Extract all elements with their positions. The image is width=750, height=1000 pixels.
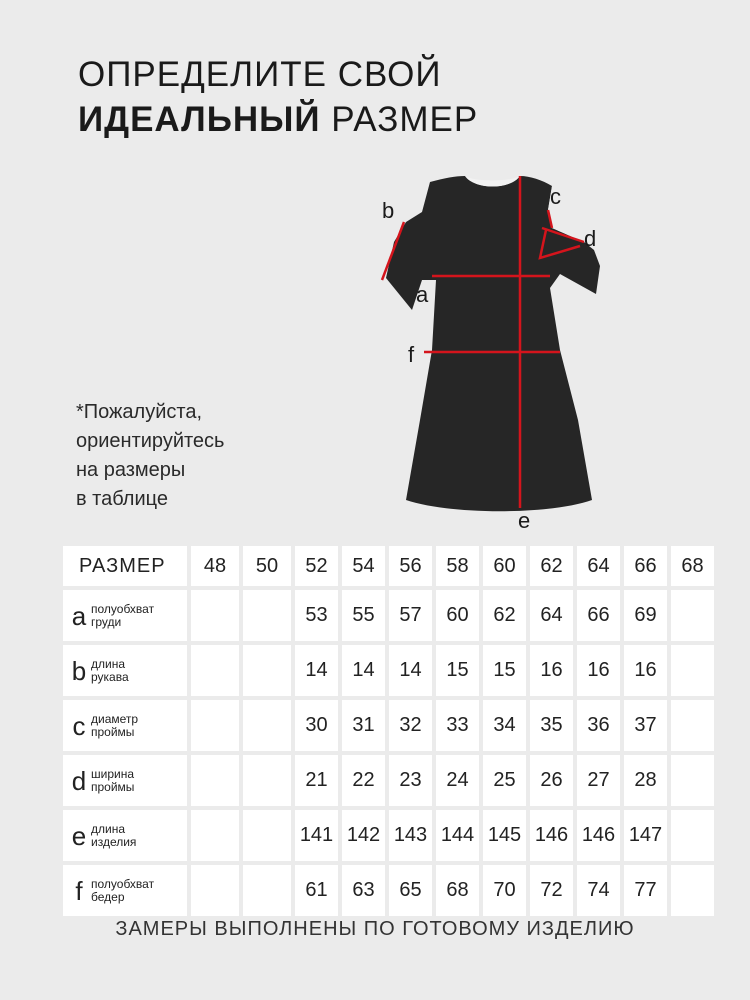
measurement-letter: e [71, 820, 87, 851]
table-value-cell: 15 [436, 645, 479, 696]
measurement-description: полуобхват груди [91, 601, 155, 629]
table-value-cell: 16 [624, 645, 667, 696]
table-value-cell: 141 [295, 810, 338, 861]
table-value-cell [243, 755, 291, 806]
size-header-cell: 58 [436, 546, 479, 586]
size-table [63, 546, 704, 906]
size-header-cell: 62 [530, 546, 573, 586]
table-value-cell: 146 [530, 810, 573, 861]
measurement-letter: a [71, 600, 87, 631]
table-value-cell: 77 [624, 865, 667, 916]
dress-diagram [370, 170, 620, 535]
table-value-cell: 21 [295, 755, 338, 806]
table-value-cell: 55 [342, 590, 385, 641]
title-line-2 [78, 97, 478, 142]
table-value-cell: 70 [483, 865, 526, 916]
table-value-cell: 64 [530, 590, 573, 641]
table-value-cell: 26 [530, 755, 573, 806]
table-value-cell: 28 [624, 755, 667, 806]
table-value-cell: 74 [577, 865, 620, 916]
measurement-letter: f [75, 875, 83, 906]
table-value-cell [243, 590, 291, 641]
measurement-row-label [63, 645, 187, 696]
table-value-cell: 35 [530, 700, 573, 751]
table-value-cell: 33 [436, 700, 479, 751]
table-value-cell: 53 [295, 590, 338, 641]
table-value-cell [191, 645, 239, 696]
table-value-cell: 65 [389, 865, 432, 916]
table-value-cell: 25 [483, 755, 526, 806]
table-value-cell [671, 700, 714, 751]
table-value-cell: 142 [342, 810, 385, 861]
table-value-cell [191, 865, 239, 916]
table-value-cell [671, 755, 714, 806]
table-value-cell: 16 [530, 645, 573, 696]
table-value-cell: 62 [483, 590, 526, 641]
table-value-cell [191, 590, 239, 641]
table-value-cell: 36 [577, 700, 620, 751]
table-value-cell: 72 [530, 865, 573, 916]
table-value-cell: 144 [436, 810, 479, 861]
table-value-cell [671, 810, 714, 861]
measurement-description: длина изделия [91, 821, 137, 849]
table-value-cell: 14 [342, 645, 385, 696]
table-value-cell: 145 [483, 810, 526, 861]
measurement-letter: b [71, 655, 87, 686]
size-header-cell: 68 [671, 546, 714, 586]
diagram-label-a: a [416, 282, 429, 307]
measurement-row-label [63, 700, 187, 751]
table-value-cell: 143 [389, 810, 432, 861]
diagram-label-e: e [518, 508, 531, 533]
size-header-cell: 56 [389, 546, 432, 586]
size-header-cell: 50 [243, 546, 291, 586]
table-value-cell [243, 700, 291, 751]
size-header-cell: 52 [295, 546, 338, 586]
size-note: *Пожалуйста, ориентируйтесь на размеры в таблице [76, 401, 225, 510]
measurement-row-label [63, 590, 187, 641]
diagram-label-b: b [382, 198, 395, 223]
measurement-description: полуобхват бедер [91, 876, 155, 904]
footer-note: ЗАМЕРЫ ВЫПОЛНЕНЫ ПО ГОТОВОМУ ИЗДЕЛИЮ [115, 918, 635, 940]
table-value-cell: 16 [577, 645, 620, 696]
table-value-cell [243, 865, 291, 916]
table-value-cell: 32 [389, 700, 432, 751]
table-value-cell: 57 [389, 590, 432, 641]
size-header-cell: 54 [342, 546, 385, 586]
table-value-cell: 69 [624, 590, 667, 641]
measurement-row-label [63, 755, 187, 806]
table-value-cell: 30 [295, 700, 338, 751]
measurement-letter: d [71, 765, 87, 796]
table-value-cell: 61 [295, 865, 338, 916]
size-header-cell: 66 [624, 546, 667, 586]
size-header-cell: 60 [483, 546, 526, 586]
table-value-cell: 14 [389, 645, 432, 696]
title-rest: РАЗМЕР [320, 100, 479, 139]
table-value-cell: 23 [389, 755, 432, 806]
table-value-cell: 14 [295, 645, 338, 696]
table-value-cell: 146 [577, 810, 620, 861]
table-value-cell [191, 755, 239, 806]
title-bold-word: ИДЕАЛЬНЫЙ [78, 100, 321, 139]
measurement-row-label [63, 865, 187, 916]
diagram-label-f: f [408, 342, 415, 367]
size-header-cell: 48 [191, 546, 239, 586]
title-line-1: ОПРЕДЕЛИТЕ СВОЙ [78, 55, 442, 94]
table-value-cell: 68 [436, 865, 479, 916]
table-value-cell: 22 [342, 755, 385, 806]
table-value-cell: 63 [342, 865, 385, 916]
table-value-cell: 27 [577, 755, 620, 806]
table-value-cell [671, 865, 714, 916]
diagram-label-c: c [550, 184, 561, 209]
table-value-cell [243, 645, 291, 696]
table-value-cell: 66 [577, 590, 620, 641]
table-value-cell: 24 [436, 755, 479, 806]
table-value-cell [191, 810, 239, 861]
measurement-description: длина рукава [91, 656, 129, 684]
table-value-cell [671, 590, 714, 641]
table-value-cell: 37 [624, 700, 667, 751]
measurement-row-label [63, 810, 187, 861]
table-value-cell: 31 [342, 700, 385, 751]
measurement-letter: c [72, 710, 86, 741]
measurement-description: диаметр проймы [91, 711, 139, 739]
table-value-cell [191, 700, 239, 751]
table-value-cell: 15 [483, 645, 526, 696]
page-title [78, 52, 478, 142]
table-value-cell [671, 645, 714, 696]
table-value-cell: 147 [624, 810, 667, 861]
size-header-cell: 64 [577, 546, 620, 586]
diagram-label-d: d [584, 226, 597, 251]
table-value-cell [243, 810, 291, 861]
measurement-description: ширина проймы [91, 766, 135, 794]
table-value-cell: 34 [483, 700, 526, 751]
size-header-label: РАЗМЕР [63, 546, 187, 586]
table-value-cell: 60 [436, 590, 479, 641]
